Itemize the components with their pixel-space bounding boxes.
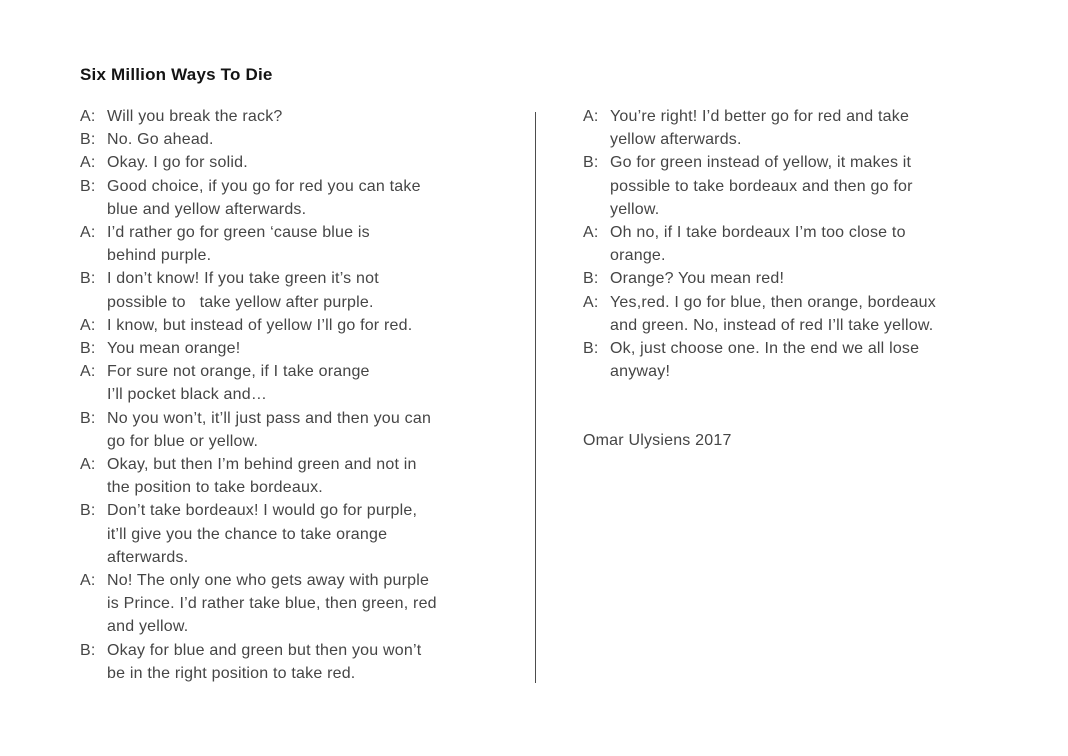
dialogue-line: Go for green instead of yellow, it makes it (610, 154, 912, 172)
dialogue-lines (107, 128, 525, 151)
speaker-label: B: (583, 340, 599, 358)
speaker-label: B: (80, 641, 96, 659)
speaker-label: B: (80, 340, 96, 358)
dialogue-lines (107, 267, 525, 313)
dialogue-lines (107, 221, 525, 267)
speaker-label: A: (583, 108, 599, 125)
dialogue-turn (80, 360, 525, 406)
dialogue-lines (107, 337, 525, 360)
dialogue-turn (583, 221, 1013, 267)
speaker-label: B: (80, 409, 96, 427)
dialogue-lines (107, 569, 525, 639)
dialogue-lines (107, 314, 525, 337)
speaker-label: A: (80, 154, 96, 172)
speaker-label: A: (80, 224, 96, 242)
dialogue-lines (610, 267, 1013, 290)
dialogue-line: Okay. I go for solid. (107, 154, 248, 172)
author-credit: Omar Ulysiens 2017 (583, 432, 732, 450)
dialogue-column-left (80, 105, 525, 685)
dialogue-turn (583, 105, 1013, 151)
dialogue-line: yellow. (610, 200, 660, 218)
dialogue-lines (610, 337, 1013, 383)
dialogue-line: possible to take bordeaux and then go for (610, 177, 913, 195)
speaker-label: A: (583, 224, 599, 242)
column-divider (535, 112, 536, 683)
dialogue-lines (107, 499, 525, 569)
dialogue-lines (107, 360, 525, 406)
dialogue-line: Don’t take bordeaux! I would go for purple, (107, 502, 418, 520)
dialogue-line: Oh no, if I take bordeaux I’m too close to (610, 224, 906, 242)
dialogue-line: anyway! (610, 363, 671, 381)
dialogue-turn (80, 267, 525, 313)
dialogue-line: it’ll give you the chance to take orange (107, 525, 388, 543)
dialogue-turn (80, 453, 525, 499)
speaker-label: A: (80, 572, 96, 590)
dialogue-lines (107, 453, 525, 499)
speaker-label: A: (80, 316, 96, 334)
dialogue-line: Yes,red. I go for blue, then orange, bordeaux (610, 293, 936, 311)
dialogue-line: and yellow. (107, 618, 189, 636)
speaker-label: B: (80, 502, 96, 520)
dialogue-lines (610, 105, 1013, 151)
dialogue-line: go for blue or yellow. (107, 432, 259, 450)
dialogue-line: orange. (610, 247, 666, 265)
dialogue-turn (583, 151, 1013, 221)
dialogue-turn (80, 105, 525, 128)
speaker-label: A: (80, 363, 96, 381)
dialogue-line: Okay, but then I’m behind green and not in (107, 456, 417, 474)
dialogue-turn (80, 337, 525, 360)
dialogue-turn (80, 128, 525, 151)
dialogue-line: Okay for blue and green but then you won’t (107, 641, 422, 659)
speaker-label: B: (80, 131, 96, 149)
dialogue-column-right (583, 105, 1013, 453)
dialogue-line: I know, but instead of yellow I’ll go for red. (107, 316, 413, 334)
dialogue-line: I’d rather go for green ‘cause blue is (107, 224, 370, 242)
dialogue-line: No you won’t, it’ll just pass and then you can (107, 409, 432, 427)
dialogue-turn (80, 151, 525, 174)
dialogue-lines (107, 105, 525, 128)
dialogue-line: Ok, just choose one. In the end we all lose (610, 340, 920, 358)
dialogue-line: Will you break the rack? (107, 108, 283, 125)
dialogue-line: possible to take yellow after purple. (107, 293, 374, 311)
dialogue-line: Good choice, if you go for red you can take (107, 177, 421, 195)
speaker-label: B: (583, 154, 599, 172)
dialogue-line: No. Go ahead. (107, 131, 214, 149)
dialogue-turn (583, 337, 1013, 383)
dialogue-lines (107, 151, 525, 174)
dialogue-lines (610, 151, 1013, 221)
dialogue-line: behind purple. (107, 247, 212, 265)
dialogue-lines (107, 175, 525, 221)
dialogue-line: the position to take bordeaux. (107, 479, 323, 497)
dialogue-line: I’ll pocket black and… (107, 386, 268, 404)
speaker-label: B: (583, 270, 599, 288)
speaker-label: B: (80, 270, 96, 288)
dialogue-line: afterwards. (107, 548, 189, 566)
dialogue-line: Orange? You mean red! (610, 270, 785, 288)
dialogue-lines (107, 639, 525, 685)
dialogue-line: and green. No, instead of red I’ll take yellow. (610, 316, 934, 334)
dialogue-turn (80, 221, 525, 267)
dialogue-turn (80, 569, 525, 639)
dialogue-line: You’re right! I’d better go for red and take (610, 108, 910, 125)
dialogue-turn (583, 267, 1013, 290)
speaker-label: A: (583, 293, 599, 311)
dialogue-turn (80, 499, 525, 569)
dialogue-turn (80, 175, 525, 221)
dialogue-line: For sure not orange, if I take orange (107, 363, 370, 381)
dialogue-line: I don’t know! If you take green it’s not (107, 270, 379, 288)
dialogue-line: You mean orange! (107, 340, 241, 358)
dialogue-lines (107, 407, 525, 453)
dialogue-line: be in the right position to take red. (107, 664, 356, 682)
dialogue-line: No! The only one who gets away with purple (107, 572, 430, 590)
dialogue-lines (610, 221, 1013, 267)
dialogue-turn (80, 314, 525, 337)
document-title: Six Million Ways To Die (80, 65, 273, 84)
dialogue-lines (610, 291, 1013, 337)
dialogue-line: yellow afterwards. (610, 131, 742, 149)
dialogue-turn (80, 407, 525, 453)
speaker-label: A: (80, 456, 96, 474)
dialogue-turn (583, 291, 1013, 337)
speaker-label: B: (80, 177, 96, 195)
dialogue-line: is Prince. I’d rather take blue, then green, red (107, 595, 437, 613)
dialogue-turn (80, 639, 525, 685)
dialogue-line: blue and yellow afterwards. (107, 200, 307, 218)
speaker-label: A: (80, 108, 96, 125)
